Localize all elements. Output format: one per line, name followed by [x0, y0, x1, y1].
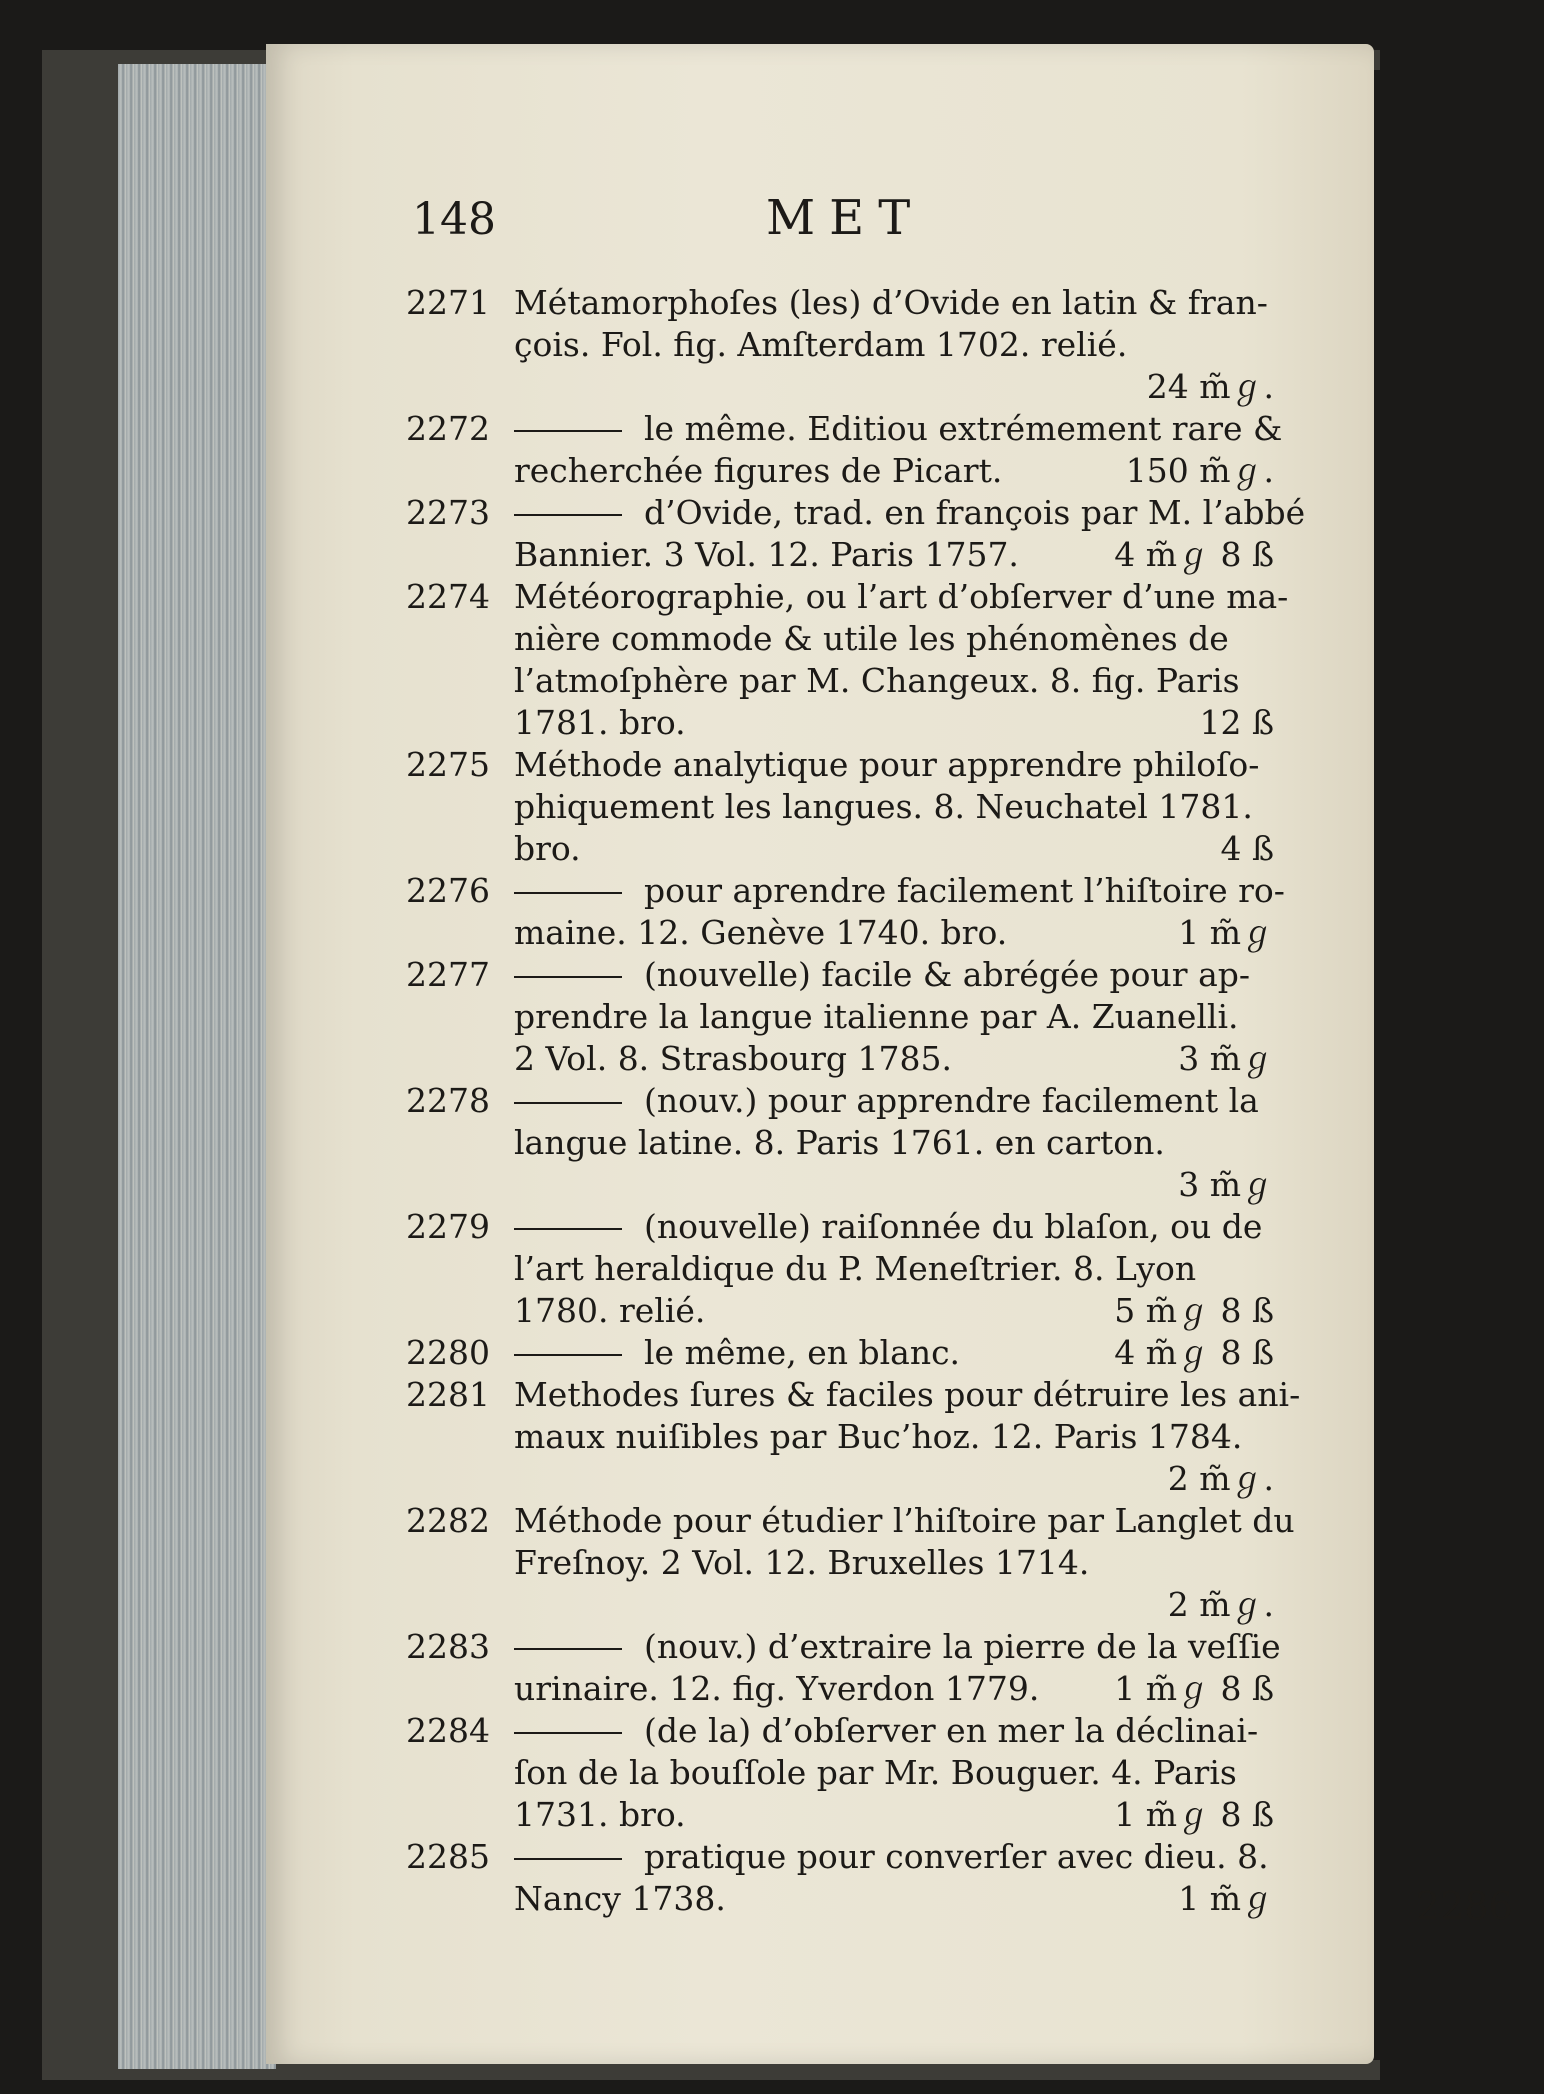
entry-text-content: bro.: [514, 829, 581, 868]
entry-number: 2275: [406, 745, 490, 784]
ditto-dash: [514, 1858, 622, 1860]
entry-number: 2280: [406, 1333, 490, 1372]
entry-text-content: le même. Editiou extrémement rare &: [644, 409, 1283, 448]
ditto-dash: [514, 514, 622, 516]
entry-text-content: urinaire. 12. fig. Yverdon 1779.: [514, 1669, 1040, 1708]
entry-text: [514, 1710, 1544, 1752]
catchword: 2286: [1416, 1884, 1513, 1928]
page-number: 148: [412, 194, 496, 245]
entry-number: 2281: [406, 1375, 490, 1414]
entry-line: [266, 534, 1374, 576]
entry-line: [266, 450, 1374, 492]
entry-line: [266, 870, 1374, 912]
entry-line: [266, 1122, 1374, 1164]
entry-text-content: Methodes ſures & faciles pour détruire les ani-: [514, 1375, 1301, 1414]
entry-price: 1 m̃ℊ 8 ß: [1114, 1669, 1274, 1708]
entry-line: [266, 996, 1374, 1038]
entry-text: [514, 1206, 1544, 1248]
entry-number: 2274: [406, 577, 490, 616]
price-line: [266, 366, 1374, 408]
entry-line: [266, 1332, 1374, 1374]
entry-text: [514, 1332, 1544, 1374]
entry-text-content: Méthode pour étudier l’hiſtoire par Langlet du: [514, 1501, 1295, 1540]
entry-line: [266, 744, 1374, 786]
entry-price: 2 m̃ℊ.: [1167, 1459, 1274, 1498]
entry-price: 3 m̃ℊ: [1178, 1039, 1274, 1078]
entry-number: 2283: [406, 1627, 490, 1666]
entry-text: [514, 450, 1544, 492]
entry-number: 2282: [406, 1501, 490, 1540]
entry-line: [266, 576, 1374, 618]
entry-text: [514, 1248, 1544, 1290]
entry-line: [266, 1248, 1374, 1290]
price-line: [266, 1584, 1374, 1626]
entry-text: [514, 1038, 1544, 1080]
price-line: [266, 1458, 1374, 1500]
entry-text: [514, 576, 1544, 618]
entry-line: [266, 954, 1374, 996]
entry-line: [266, 1794, 1374, 1836]
entry-text: [514, 1626, 1544, 1668]
entry-text-content: Métamorphoſes (les) d’Ovide en latin & fran-: [514, 283, 1268, 322]
entry-text-content: (nouvelle) raiſonnée du blaſon, ou de: [644, 1207, 1263, 1246]
entry-text: [514, 1374, 1544, 1416]
entry-line: [266, 618, 1374, 660]
entry-text: [514, 1752, 1544, 1794]
entry-price: 24 m̃ℊ.: [1146, 367, 1274, 406]
entry-text-content: l’art heraldique du P. Meneſtrier. 8. Lyon: [514, 1249, 1197, 1288]
entry-line: [266, 1080, 1374, 1122]
entry-text-content: (nouv.) d’extraire la pierre de la veſſie: [644, 1627, 1281, 1666]
ditto-dash: [514, 1648, 622, 1650]
entry-line: [266, 1836, 1374, 1878]
entry-text: [514, 282, 1544, 324]
entry-text: [514, 534, 1544, 576]
entry-text-content: (nouvelle) facile & abrégée pour ap-: [644, 955, 1251, 994]
entry-price: 4 m̃ℊ 8 ß: [1114, 1333, 1274, 1372]
entry-line: [266, 786, 1374, 828]
entry-text: [514, 1542, 1544, 1584]
entry-price: 150 m̃ℊ.: [1125, 451, 1274, 490]
entry-line: [266, 1500, 1374, 1542]
entry-text: [514, 1836, 1544, 1878]
entry-text-content: recherchée figures de Picart.: [514, 451, 1003, 490]
entry-text: [514, 1794, 1544, 1836]
ditto-dash: [514, 1228, 622, 1230]
entry-text-content: Nancy 1738.: [514, 1879, 726, 1918]
entry-text-content: pour aprendre facilement l’hiſtoire ro-: [644, 871, 1285, 910]
entry-text: [514, 1668, 1544, 1710]
ditto-dash: [514, 1102, 622, 1104]
ditto-dash: [514, 1354, 622, 1356]
entry-text-content: le même, en blanc.: [644, 1333, 961, 1372]
entry-text: [514, 1080, 1544, 1122]
entry-line: [266, 1374, 1374, 1416]
entry-line: [266, 324, 1374, 366]
entry-text-content: Freſnoy. 2 Vol. 12. Bruxelles 1714.: [514, 1543, 1090, 1582]
entry-text: [514, 1122, 1544, 1164]
entry-line: [266, 408, 1374, 450]
entry-text-content: 1780. relié.: [514, 1291, 706, 1330]
entry-line: [266, 1626, 1374, 1668]
entry-text-content: Météorographie, ou l’art d’obſerver d’une ma-: [514, 577, 1289, 616]
entry-price: 4 ß: [1220, 829, 1274, 868]
entry-line: [266, 492, 1374, 534]
entry-number: 2278: [406, 1081, 490, 1120]
entry-text-content: 2 Vol. 8. Strasbourg 1785.: [514, 1039, 953, 1078]
entry-text-content: çois. Fol. fig. Amſterdam 1702. relié.: [514, 325, 1128, 364]
entry-text-content: nière commode & utile les phénomènes de: [514, 619, 1229, 658]
entry-line: [266, 1752, 1374, 1794]
entry-line: [266, 660, 1374, 702]
entry-text-content: 1781. bro.: [514, 703, 686, 742]
entry-text: [514, 660, 1544, 702]
entry-text: [514, 996, 1544, 1038]
entry-text-content: langue latine. 8. Paris 1761. en carton.: [514, 1123, 1165, 1162]
ditto-dash: [514, 892, 622, 894]
entry-line: [266, 282, 1374, 324]
entry-text: [514, 1500, 1544, 1542]
entry-number: 2279: [406, 1207, 490, 1246]
entry-text: [514, 744, 1544, 786]
entry-text-content: Bannier. 3 Vol. 12. Paris 1757.: [514, 535, 1019, 574]
entry-text: [514, 912, 1544, 954]
entry-line: [266, 1416, 1374, 1458]
entry-text-content: l’atmoſphère par M. Changeux. 8. fig. Paris: [514, 661, 1240, 700]
book-page: [266, 44, 1513, 2064]
entry-price: 12 ß: [1199, 703, 1274, 742]
entry-number: 2276: [406, 871, 490, 910]
ditto-dash: [514, 430, 622, 432]
entry-text-content: prendre la langue italienne par A. Zuanelli.: [514, 997, 1239, 1036]
entry-text: [514, 492, 1544, 534]
ditto-dash: [514, 976, 622, 978]
entry-line: [266, 1668, 1374, 1710]
entry-text-content: 1731. bro.: [514, 1795, 686, 1834]
entry-line: [266, 1206, 1374, 1248]
entry-price: 2 m̃ℊ.: [1167, 1585, 1274, 1624]
entry-line: [266, 1710, 1374, 1752]
ditto-dash: [514, 1732, 622, 1734]
entry-number: 2285: [406, 1837, 490, 1876]
entry-price: 5 m̃ℊ 8 ß: [1114, 1291, 1274, 1330]
entry-price: 4 m̃ℊ 8 ß: [1114, 535, 1274, 574]
entry-text-content: (de la) d’obſerver en mer la déclinai-: [644, 1711, 1259, 1750]
entry-text: [514, 702, 1544, 744]
entry-number: 2271: [406, 283, 490, 322]
entry-text: [514, 954, 1544, 996]
entry-line: [266, 702, 1374, 744]
entry-number: 2272: [406, 409, 490, 448]
entry-text-content: maine. 12. Genève 1740. bro.: [514, 913, 1008, 952]
entry-text: [514, 408, 1544, 450]
section-heading: MET: [766, 190, 925, 246]
entry-number: 2277: [406, 955, 490, 994]
entry-line: [266, 1542, 1374, 1584]
entry-text: [514, 1416, 1544, 1458]
entry-line: [266, 1038, 1374, 1080]
entry-text: [514, 1290, 1544, 1332]
entry-line: [266, 912, 1374, 954]
entry-number: 2273: [406, 493, 490, 532]
entry-text-content: Méthode analytique pour apprendre philoſo-: [514, 745, 1260, 784]
entry-text-content: (nouv.) pour apprendre facilement la: [644, 1081, 1259, 1120]
entry-price: 1 m̃ℊ: [1178, 913, 1274, 952]
entry-text-content: maux nuiſibles par Buc’hoz. 12. Paris 1784.: [514, 1417, 1243, 1456]
entry-line: [266, 828, 1374, 870]
entry-text: [514, 1878, 1544, 1920]
entry-text: [514, 870, 1544, 912]
entry-price: 1 m̃ℊ: [1178, 1879, 1274, 1918]
entry-text-content: phiquement les langues. 8. Neuchatel 1781.: [514, 787, 1253, 826]
entry-text-content: d’Ovide, trad. en françois par M. l’abbé: [644, 493, 1306, 532]
price-line: [266, 1164, 1374, 1206]
entry-text-content: pratique pour converſer avec dieu. 8.: [644, 1837, 1269, 1876]
entry-price: 3 m̃ℊ: [1178, 1165, 1274, 1204]
entry-line: [266, 1878, 1374, 1920]
page-edges: [118, 64, 276, 2069]
entry-text: [514, 786, 1544, 828]
entry-text: [514, 828, 1544, 870]
entry-price: 1 m̃ℊ 8 ß: [1114, 1795, 1274, 1834]
entry-number: 2284: [406, 1711, 490, 1750]
entry-text-content: ſon de la bouſſole par Mr. Bouguer. 4. Paris: [514, 1753, 1237, 1792]
entry-text: [514, 618, 1544, 660]
entry-line: [266, 1290, 1374, 1332]
entry-text: [514, 324, 1544, 366]
